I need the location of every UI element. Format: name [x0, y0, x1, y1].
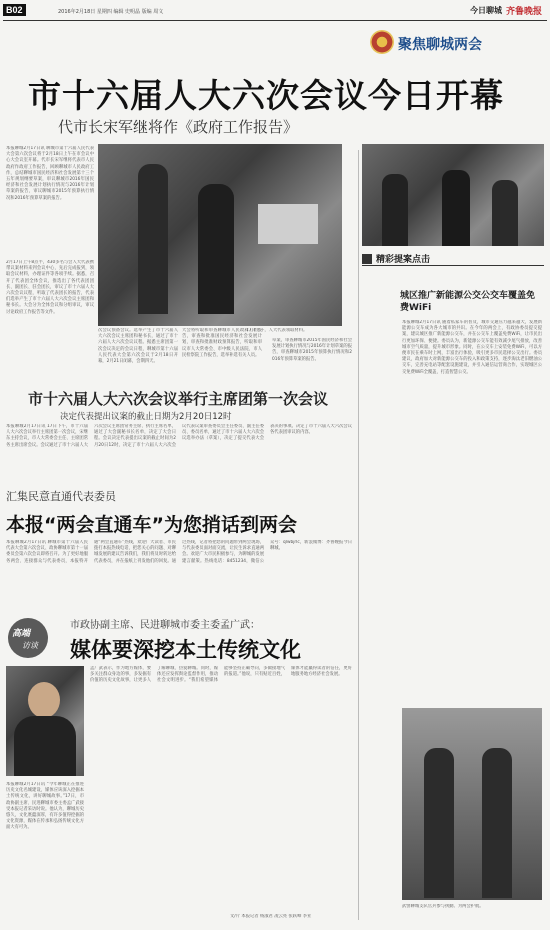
page-code: B02	[3, 4, 26, 16]
article2-headline: 市十六届人大六次会议举行主席团第一次会议	[28, 390, 329, 408]
emblem-icon	[370, 30, 394, 54]
article2-subhead: 决定代表提出议案的截止日期为2月20日12时	[60, 412, 232, 422]
lead-photo	[98, 144, 342, 326]
article4-body-a: 本报聊城2月17日讯 “今年聊城正在推进历史文化名城建设，媒体应该深入挖掘本土传统文化，讲好聊城故事。”17日，市政协副主席、民进聊城市委主委孟广武接受本报记者采访时说。他认为，聊城历史悠久，文化底蕴深厚，有许多值得挖掘的文化资源，媒体在传承和弘扬传统文化方面大有可为。	[6, 782, 84, 831]
lead-body-col1: 本报聊城2月17日讯 聊城市第十六届人民代表大会第六次会议将于2月18日上午在市会议中心大会议室开幕。代市长宋军继将代表市人民政府作政府工作报告，回顾聊城市人民政府工作，总结聊城市国民经济和社会发展第十三个五年规划纲要草案，审议聊城市2016年国民经济和社会发展计划执行情况与2016年计划草案的报告，审议聊城市2015年预算执行情况和2016年预算草案的报告。	[6, 146, 94, 201]
badge-sub: 访谈	[22, 641, 38, 650]
banner-text: 精彩提案点击	[376, 255, 431, 265]
sidebar-divider	[358, 150, 359, 920]
lead-body-col2: 次会议预备会议。选举产生了市十六届人大六次会议主席团和秘书长，通过了市十六届人大六次会议议程。据悉主席团第一次会议决定的会议日程，聊城市第十六届人民代表大会第六次会议于2月18日开幕，2月21日闭幕，会期四天。	[98, 328, 178, 365]
article4-kicker: 市政协副主席、民进聊城市委主委孟广武：	[70, 620, 260, 631]
lead-body-col1b: 2月17日上午8点半，430多名与会人大代表携带议案材料来到会议中心，先后完成报到，领取会议材料，办理证件等各项手续。据悉，召开了代表团全体会议，推选出了各代表团团长、副团长、驻会团长，审议了市十六届人大六次会议议程，听取了代表团长的报告，代表们选举产生了市十六届人大六次会议主席团和秘书长。大会分为全体会议和分组审议，审议讨论政府工作报告等文件。	[6, 260, 94, 315]
banner-icon	[362, 254, 372, 264]
sidebar-body: 本报聊城2月17日讯 随着私家车的普及，城市交通压力越来越大，发展新能源公交车成为各大城市的共识。在今年的两会上，有政协委员提交提案，建议城区推广新能源公交车，并在公交车上覆盖免费WiFi，让市民出行更加环保、便捷。委员认为，新能源公交车能有效减少尾气排放，改善城市空气质量，提升城市形象。同时，在公交车上安装免费WiFi，可以方便市民在乘车时上网，丰富出行体验，吸引更多市民选择公交出行。委员建议，政府加大对新能源公交车的投入和政策支持，逐步淘汰老旧燃油公交车，完善充电站等配套设施建设，并引入通信运营商合作，实现城区公交免费WiFi全覆盖，打造智慧公交。	[402, 320, 542, 375]
interview-badge	[8, 618, 48, 658]
sidebar-photo-bottom	[402, 708, 542, 900]
page-header	[0, 0, 550, 22]
brand-left: 今日聊城	[470, 6, 502, 15]
article4-byline: 文/片 本报记者 杨淑君 凌云亮 张跃峰 李亚	[230, 914, 312, 919]
article4-body-b: 孟广武表示，作为地方媒体，要多关注群众身边的事，多发掘有价值的历史文化故事，让更多人了解聊城、热爱聊城。同时，媒体还应发挥舆论监督作用，推动社会文明进步。“我们希望媒体能够坚持正确导向，多做接地气的报道。”他说，只有贴近百姓，媒体才能赢得读者的信任，更好地服务地方经济社会发展。	[90, 666, 352, 684]
lead-body-col3: 大会将听取和审查聊城市人民政府工作报告，审查和批准国民经济和社会发展计划，审查和批准财政预算报告，听取和审议市人大常委会、市中级人民法院、市人民检察院工作报告，选举补选有关人员。	[182, 328, 262, 358]
lead-body-col4: 草案，审查聊城市2015年国民经济和社会发展计划执行情况与2016年计划草案的报告，审查聊城市2015年预算执行情况和2016年预算草案的报告。	[272, 338, 352, 362]
sidebar-banner	[362, 252, 544, 266]
article3-body: 本报聊城2月17日讯 聊城市第十六届人民代表大会第六次会议、政协聊城市第十一届委员会第六次会议即将召开。为了更好地服务两会、连接群众与代表委员，本报特开通“两会直通车”热线，欢迎广大读者、市民拨打本报热线电话，把您关心的问题、对聊城发展的建议告诉我们，我们将及时转达给代表委员，并在报纸上刊发他们的回复。通过热线，记者将把您的问题带到两会现场，与代表委员面对面交流，让民生诉求直通两会。欢迎广大市民积极参与，为聊城的发展建言献策。热线电话：8451234，微信公众号：qlwbjrlc，新浪微博：齐鲁晚报今日聊城。	[6, 540, 352, 564]
sidebar-headline: 城区推广新能源公交公交车覆盖免费WiFi	[400, 291, 536, 313]
article3-kicker: 汇集民意直通代表委员	[6, 490, 116, 503]
article2-body: 本报聊城2月17日讯 17日下午，市十六届人大六次会议举行主席团第一次会议，宋继东主持会议，市人大常委会主任、主席团常务主席出席会议。会议通过了市十六届人大六次会议主席团常务主席、执行主席名单，通过了大会副秘书长名单，决定了大会日程。会议决定代表提出议案的截止时间为2月20日12时，决定了市十六届人大六次会议代表议案审查委员会主任委员、副主任委员、委员名单，通过了市十六届人大六次会议选举办法（草案），决定了提交代表大会表决的事项。决定了市十六届人大六次会议各代表团审议的内容。	[6, 424, 352, 448]
lead-subhead: 代市长宋军继将作《政府工作报告》	[58, 118, 299, 136]
article3-headline: 本报“两会直通车”为您捎话到两会	[6, 514, 297, 536]
header-rule	[3, 20, 547, 21]
lead-photo-caption: 17日上午，人大代表领取材料。	[246, 328, 308, 333]
section-banner	[370, 28, 542, 58]
sidebar-photo-top	[362, 144, 544, 246]
sidebar-photo-caption: 武警聊城支队官兵参与执勤。为两会护航。	[402, 904, 484, 909]
lead-headline: 市十六届人大六次会议今日开幕	[28, 76, 504, 115]
article4-headline: 媒体要深挖本土传统文化	[70, 638, 301, 662]
header-meta: 2016年2月18日 星期四 编辑 史明晶 版编 周文	[58, 9, 164, 15]
interview-photo	[6, 666, 84, 776]
badge-main: 高端	[12, 629, 31, 639]
brand-right: 齐鲁晚报	[506, 7, 543, 17]
section-title: 聚焦聊城两会	[398, 37, 482, 53]
